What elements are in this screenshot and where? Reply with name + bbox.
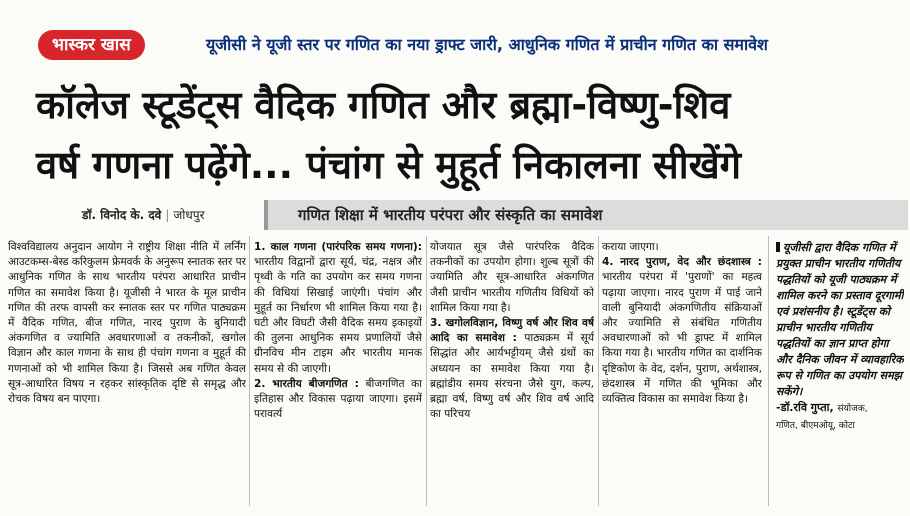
column-divider bbox=[249, 236, 250, 506]
column-divider bbox=[598, 236, 599, 506]
headline-line-1: कॉलेज स्टूडेंट्स वैदिक गणित और ब्रह्मा-विष्णु-शिव bbox=[36, 83, 731, 127]
column-3-paragraph: योजयात सूत्र जैसे पारंपरिक वैदिक तकनीकों का उपयोग होगा। शुल्ब सूत्रों की ज्यामिति और सूत्र-आधारित अंकगणित जैसी प्राचीन भारतीय गणितीय विधियों को शामिल किया गया है। bbox=[430, 241, 594, 314]
column-divider bbox=[768, 236, 769, 506]
subheadline: गणित शिक्षा में भारतीय परंपरा और संस्कृति का समावेश bbox=[298, 206, 603, 224]
quote-author: -डॉ.रवि गुप्ता, bbox=[776, 401, 834, 414]
column-3-paragraph bbox=[430, 316, 594, 422]
column-4-paragraph: कराया जाएगा। bbox=[602, 241, 659, 253]
section-text: पाठ्यक्रम में सूर्य सिद्धांत और आर्यभट्टीयम् जैसे ग्रंथों का अध्ययन का समावेश किया गया है। ब्रह्मांडीय समय संरचना जैसे युग, कल्प, ब्रह्मा वर्ष, विष्णु वर्ष और शिव वर्ष आदि का परिचय bbox=[430, 332, 594, 421]
article-column-2 bbox=[254, 240, 422, 506]
section-heading-khagol: 3. खगोलविज्ञान, विष्णु वर्ष और शिव वर्ष आदि का समावेश : bbox=[430, 317, 594, 345]
section-badge: भास्कर खास bbox=[38, 30, 145, 60]
section-heading-narad-puran: 4. नारद पुराण, वेद और छंदशास्त्र : bbox=[602, 256, 762, 269]
expert-quote bbox=[776, 240, 904, 506]
section-heading-beejganit: 2. भारतीय बीजगणित : bbox=[254, 377, 359, 390]
article-column-4 bbox=[602, 240, 762, 506]
article-column-1 bbox=[8, 240, 246, 506]
column-2-paragraph bbox=[254, 240, 422, 377]
quote-affiliation-1: संयोजक, bbox=[837, 404, 868, 414]
column-divider bbox=[426, 236, 427, 506]
byline-separator: | bbox=[165, 208, 170, 222]
section-text: बीजगणित का इतिहास और विकास पढ़ाया जाएगा। इसमें परावर्त्य bbox=[254, 377, 422, 421]
quote-text bbox=[776, 240, 904, 400]
column-2-paragraph bbox=[254, 377, 422, 423]
dateline-place: जोधपुर bbox=[173, 208, 205, 222]
kicker-text: यूजीसी ने यूजी स्तर पर गणित का नया ड्राफ्ट जारी, आधुनिक गणित में प्राचीन गणित का समावेश bbox=[206, 35, 768, 54]
column-4-paragraph bbox=[602, 255, 762, 407]
section-text: भारतीय विद्वानों द्वारा सूर्य, चंद्र, नक्षत्र और पृथ्वी के गति का उपयोग कर समय गणना की विधियां सिखाई जाएंगी। पंचांग और मुहूर्त का निर्धारण भी शामिल किया गया है। घटी और विघटी जैसी वैदिक समय इकाइयों की तुलना आधुनिक समय प्रणालियों जैसे ग्रीनविच मीन टाइम और भारतीय मानक समय से की जाएगी। bbox=[254, 256, 422, 375]
headline-line-2: वर्ष गणना पढ़ेंगे... पंचांग से मुहूर्त निकालना सीखेंगे bbox=[36, 143, 742, 187]
article-column-3 bbox=[430, 240, 594, 506]
quote-bullet-icon bbox=[776, 242, 780, 252]
author-name: डॉ. विनोद के. दवे bbox=[82, 208, 162, 222]
kicker-bar bbox=[0, 0, 910, 78]
quote-attribution bbox=[776, 400, 904, 434]
section-text: भारतीय परंपरा में 'पुराणों' का महत्व पढ़ाया जाएगा। नारद पुराण में पाई जाने वाली बुनियादी अंकगणितीय संक्रियाओं और ज्यामिति से संबंधित गणितीय अवधारणाओं को भी ड्राफ्ट में शामिल किया गया है। भारतीय गणित का दार्शनिक दृष्टिकोण के वेद, दर्शन, पुराण, अर्थशास्त्र, छंदशास्त्र में गणित की भूमिका और व्यक्तित्व विकास का समावेश किया है। bbox=[602, 271, 762, 406]
section-heading-kal-ganana: 1. काल गणना (पारंपरिक समय गणना): bbox=[254, 241, 422, 253]
subheadline-banner bbox=[264, 200, 908, 230]
byline bbox=[82, 206, 205, 223]
quote-body: यूजीसी द्वारा वैदिक गणित में प्रयुक्त प्राचीन भारतीय गणितीय पद्धतियों को यूजी पाठ्यक्रम में शामिल करने का प्रस्ताव दूरगामी एवं प्रशंसनीय है। स्टूडेंट्स को प्राचीन भारतीय गणितीय पद्धतियों का ज्ञान प्राप्त होगा और दैनिक जीवन में व्यावहारिक रूप से गणित का उपयोग समझ सकेंगे। bbox=[776, 241, 904, 398]
quote-affiliation-2: गणित, बीएमओयू, कोटा bbox=[776, 421, 855, 431]
column-1-text: विश्वविद्यालय अनुदान आयोग ने राष्ट्रीय शिक्षा नीति में लर्निंग आउटकम्स-बेस्ड करिकुलम फ्रेमवर्क के अनुरूप स्नातक स्तर पर आधुनिक गणित के साथ भारतीय परंपरा आधारित प्राचीन गणित का समावेश किया है। यूजीसी ने भारत के मूल प्राचीन गणित की तरफ वापसी कर स्नातक स्तर पर गणित पाठ्यक्रम में वैदिक गणित, बीज गणित, नारद पुराण के बुनियादी अंकगणित व ज्यामिति अवधारणाओं व तकनीकों, खगोल विज्ञान और काल गणना के साथ ही पंचांग गणना व मुहूर्त की गणनाओं को भी शामिल किया है। जिससे अब गणित केवल सूत्र-आधारित विषय न रहकर सांस्कृतिक दृष्टि से समृद्ध और रोचक विषय बन पाएगा। bbox=[8, 241, 246, 406]
